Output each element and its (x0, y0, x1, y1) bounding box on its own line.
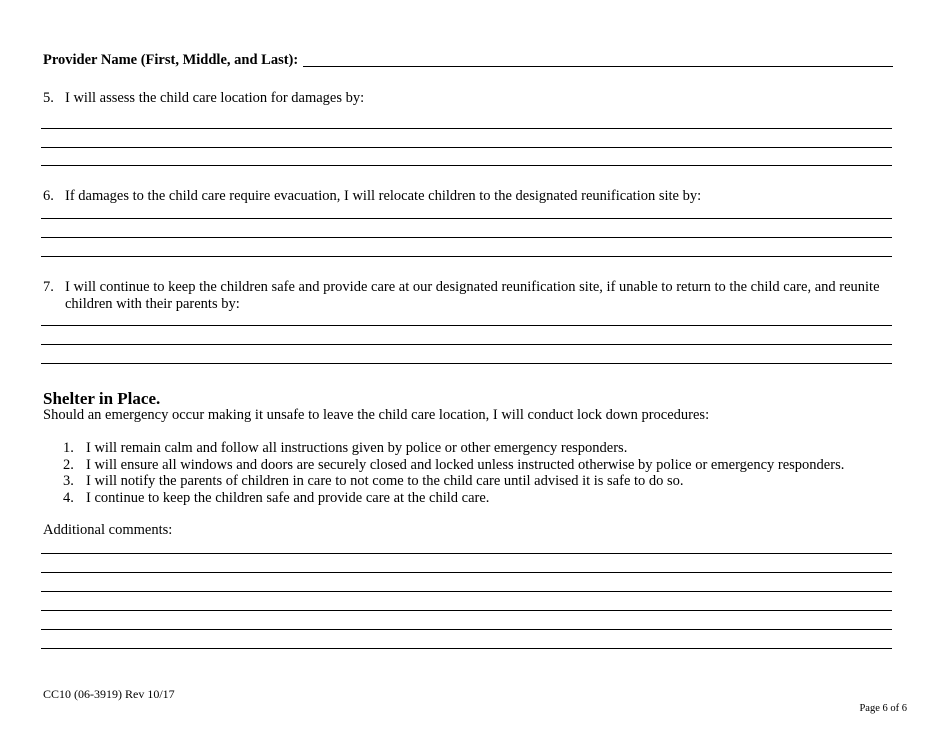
list-item-number: 3. (63, 473, 74, 489)
comment-line-4[interactable] (41, 610, 892, 611)
comment-line-6[interactable] (41, 648, 892, 649)
list-item-text: I will remain calm and follow all instructions given by police or other emergency responders. (86, 440, 628, 456)
comment-line-5[interactable] (41, 629, 892, 630)
question-text: I will continue to keep the children safe and provide care at our designated reunification site, if unable to return to the child care, and reunite children with their parents by: (65, 279, 880, 312)
comment-line-3[interactable] (41, 591, 892, 592)
answer-line-q6-3[interactable] (41, 256, 892, 257)
answer-line-q5-3[interactable] (41, 165, 892, 166)
list-item-number: 1. (63, 440, 74, 456)
list-item (63, 440, 913, 457)
question-number: 5. (43, 90, 54, 106)
answer-line-q6-2[interactable] (41, 237, 892, 238)
question-7 (43, 279, 893, 313)
question-5 (43, 90, 893, 107)
comment-line-2[interactable] (41, 572, 892, 573)
shelter-heading: Shelter in Place. (43, 389, 161, 408)
list-item-number: 4. (63, 489, 74, 506)
comment-line-1[interactable] (41, 553, 892, 554)
shelter-intro: Should an emergency occur making it unsafe to leave the child care location, I will conduct lock down procedures: (43, 407, 710, 423)
form-code: CC10 (06-3919) Rev 10/17 (43, 687, 175, 701)
list-item-text: I will notify the parents of children in care to not come to the child care until advised it is safe to do so. (86, 473, 684, 489)
provider-name-label: Provider Name (First, Middle, and Last): (43, 52, 299, 68)
provider-name-field[interactable] (303, 53, 893, 67)
answer-line-q5-2[interactable] (41, 147, 892, 148)
additional-comments-label: Additional comments: (43, 522, 173, 538)
question-text: If damages to the child care require evacuation, I will relocate children to the designated reunification site by: (65, 188, 702, 204)
list-item (63, 473, 913, 490)
question-text: I will assess the child care location for damages by: (65, 90, 365, 106)
answer-line-q5-1[interactable] (41, 128, 892, 129)
list-item-number: 2. (63, 456, 74, 473)
question-6 (43, 188, 893, 205)
shelter-procedure-list (63, 440, 913, 506)
answer-line-q7-1[interactable] (41, 325, 892, 326)
answer-line-q6-1[interactable] (41, 218, 892, 219)
question-number: 6. (43, 188, 54, 204)
page-number: Page 6 of 6 (859, 703, 907, 714)
provider-name-row (43, 52, 893, 69)
list-item-text: I will ensure all windows and doors are securely closed and locked unless instructed otherwise by police or emergency responders. (86, 456, 845, 473)
answer-line-q7-3[interactable] (41, 363, 892, 364)
list-item (63, 457, 913, 474)
list-item-text: I continue to keep the children safe and provide care at the child care. (86, 489, 490, 506)
answer-line-q7-2[interactable] (41, 344, 892, 345)
question-number: 7. (43, 279, 54, 295)
list-item (63, 490, 913, 507)
